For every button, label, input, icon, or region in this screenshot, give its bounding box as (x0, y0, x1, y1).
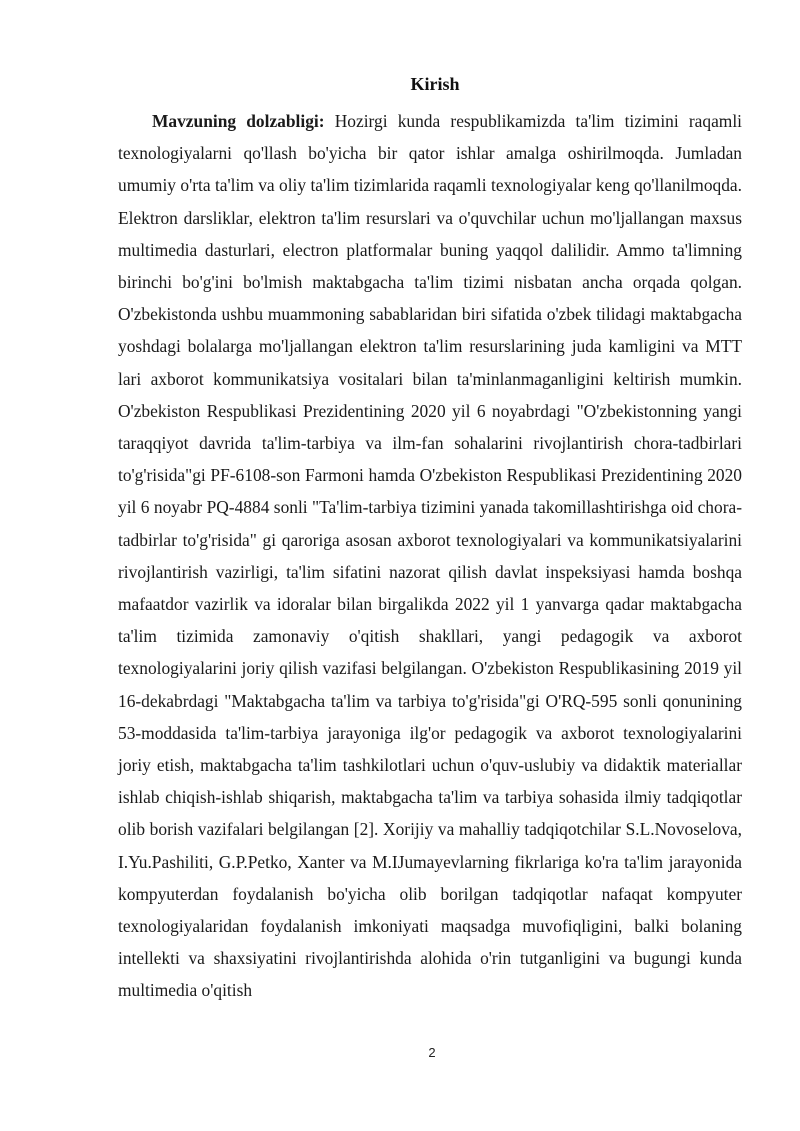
paragraph-text: Hozirgi kunda respublikamizda ta'lim tizimini raqamli texnologiyalarni qo'llash bo'yicha bir qator ishlar amalga oshirilmoqda. Jumladan umumiy o'rta ta'lim va oliy ta'lim tizimlarida raqamli texnologiyalar keng qo'llanilmoqda. Elektron darsliklar, elektron ta'lim resurslari va o'quvchilar uchun mo'ljallangan maxsus multimedia dasturlari, electron platformalar buning yaqqol dalilidir. Ammo ta'limning birinchi bo'g'ini bo'lmish maktabgacha ta'lim tizimi nisbatan ancha orqada qolgan. O'zbekistonda ushbu muammoning sabablaridan biri sifatida o'zbek tilidagi maktabgacha yoshdagi bolalarga mo'ljallangan elektron ta'lim resurslarining juda kamligini va MTT lari axborot kommunikatsiya vositalari bilan ta'minlanmaganligini keltirish mumkin. O'zbekiston Respublikasi Prezidentining 2020 yil 6 noyabrdagi "O'zbekistonning yangi taraqqiyot davrida ta'lim-tarbiya va ilm-fan sohalarini rivojlantirish chora-tadbirlari to'g'risida"gi PF-6108-son Farmoni hamda O'zbekiston Respublikasi Prezidentining 2020 yil 6 noyabr PQ-4884 sonli "Ta'lim-tarbiya tizimini yanada takomillashtirishga oid chora-tadbirlar to'g'risida" gi qaroriga asosan axborot texnologiyalari va kommunikatsiyalarini rivojlantirish vazirligi, ta'lim sifatini nazorat qilish davlat inspeksiyasi hamda boshqa mafaatdor vazirlik va idoralar bilan birgalikda 2022 yil 1 yanvarga qadar maktabgacha ta'lim tizimida zamonaviy o'qitish shakllari, yangi pedagogik va axborot texnologiyalarini joriy qilish vazifasi belgilangan. O'zbekiston Respublikasining 2019 yil 16-dekabrdagi "Maktabgacha ta'lim va tarbiya to'g'risida"gi O'RQ-595 sonli qonunining 53-moddasida ta'lim-tarbiya jarayoniga ilg'or pedagogik va axborot texnologiyalarini joriy etish, maktabgacha ta'lim tashkilotlari uchun o'quv-uslubiy va didaktik materiallar ishlab chiqish-ishlab shiqarish, maktabgacha ta'lim va tarbiya sohasida ilmiy tadqiqotlar olib borish vazifalari belgilangan [2]. Xorijiy va mahalliy tadqiqotchilar S.L.Novoselova, I.Yu.Pashiliti, G.P.Petko, Xanter va M.IJumayevlarning fikrlariga ko'ra ta'lim jarayonida kompyuterdan foydalanish bo'yicha olib borilgan tadqiqotlar nafaqat kompyuter texnologiyalaridan foydalanish imkoniyati maqsadga muvofiqligini, balki bolaning intellekti va shaxsiyatini rivojlantirishda alohida o'rin tutganligini va bugungi kunda multimedia o'qitish (118, 111, 742, 1001)
page-number: 2 (428, 1045, 436, 1060)
body-paragraph (118, 105, 742, 1007)
paragraph-lead: Mavzuning dolzabligi: (152, 111, 325, 131)
section-heading: Kirish (410, 74, 460, 94)
